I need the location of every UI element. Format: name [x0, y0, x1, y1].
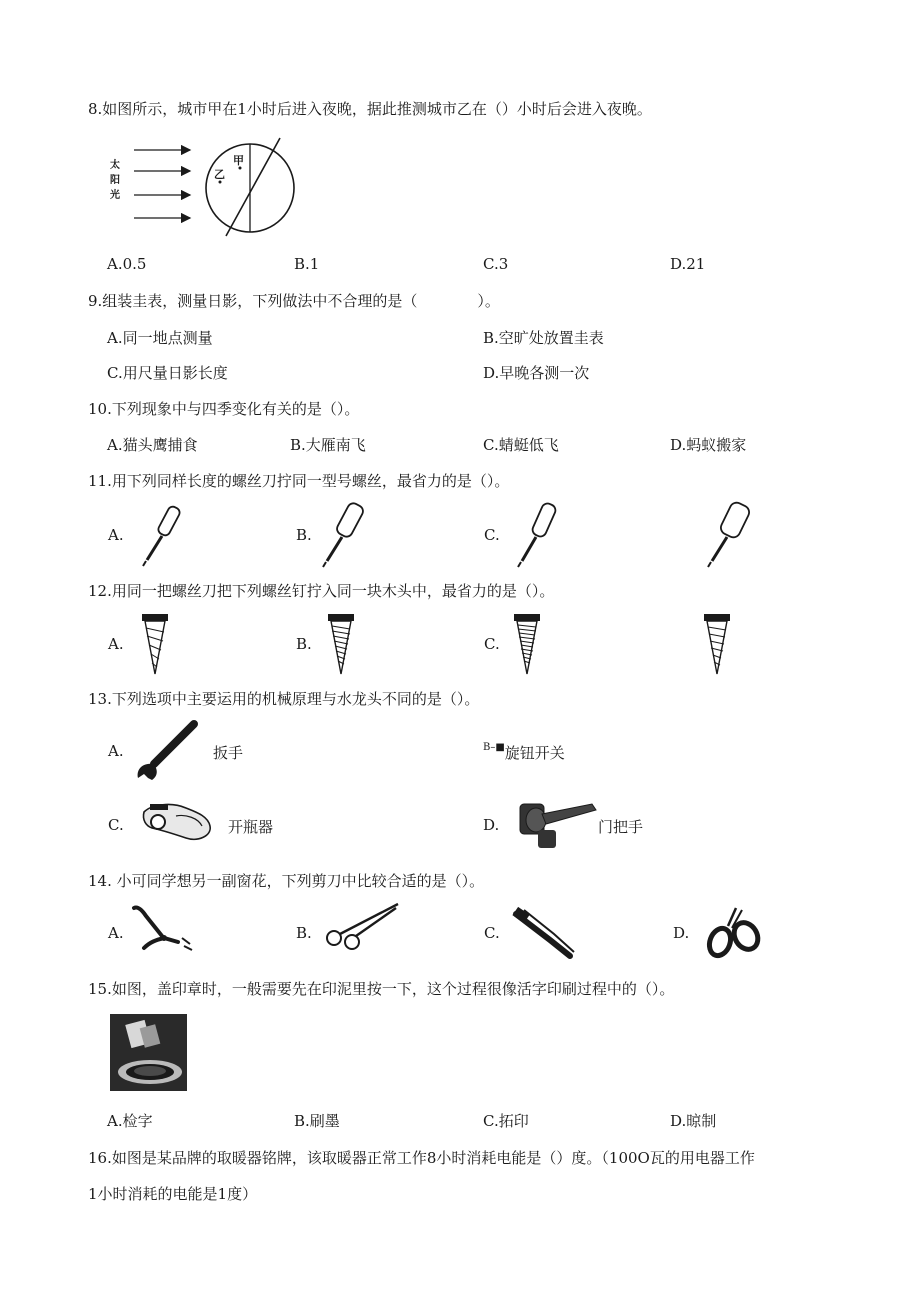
q13-option-b-letter: B–■	[483, 742, 505, 753]
wood-screw-icon[interactable]	[702, 614, 732, 676]
q15-option-d[interactable]: D.晾制	[670, 1112, 717, 1130]
q15-text: 15.如图，盖印章时，一般需要先在印泥里按一下，这个过程很像活字印刷过程中的（）。	[88, 980, 675, 998]
q13-text: 13.下列选项中主要运用的机械原理与水龙头不同的是（）。	[88, 690, 480, 708]
q14-text: 14. 小可同学想另一副窗花，下列剪刀中比较合适的是（）。	[88, 872, 485, 890]
q8-sun-label-1: 太	[110, 160, 120, 171]
q13-option-d-letter[interactable]: D.	[483, 816, 500, 834]
q12-text: 12.用同一把螺丝刀把下列螺丝钉拧入同一块木头中，最省力的是（）。	[88, 582, 555, 600]
q14-option-d[interactable]: D.	[673, 924, 690, 942]
q8-city-b-label: 乙	[214, 168, 225, 181]
door-handle-icon[interactable]	[518, 796, 600, 852]
q10-option-a[interactable]: A.猫头鹰捕食	[107, 436, 198, 454]
q13-option-b-label[interactable]	[483, 742, 565, 763]
q9-option-d[interactable]: D.早晚各测一次	[483, 364, 590, 382]
q14-option-b[interactable]: B.	[296, 924, 312, 942]
q13-option-d-name: 门把手	[598, 818, 644, 836]
q9-option-c[interactable]: C.用尺量日影长度	[107, 364, 228, 382]
q9-option-a[interactable]: A.同一地点测量	[107, 329, 213, 347]
q11-option-a[interactable]: A.	[108, 526, 124, 544]
wood-screw-icon[interactable]	[140, 614, 170, 676]
q11-option-b[interactable]: B.	[296, 526, 312, 544]
q11-option-c[interactable]: C.	[484, 526, 500, 544]
wrench-icon[interactable]	[132, 720, 202, 782]
paper-cut-scissors-icon[interactable]	[702, 904, 764, 962]
q16-text: 16.如图是某品牌的取暖器铭牌，该取暖器正常工作8小时消耗电能是（）度。（100O瓦的用电器工作	[88, 1149, 755, 1167]
q14-option-c[interactable]: C.	[484, 924, 500, 942]
q9-text: 9.组装圭表，测量日影，下列做法中不合理的是（ ）。	[88, 292, 500, 310]
q9-option-b[interactable]: B.空旷处放置圭表	[483, 329, 604, 347]
q8-option-b[interactable]: B.1	[294, 255, 320, 273]
q13-option-c-name: 开瓶器	[228, 818, 274, 836]
screwdriver-icon[interactable]	[512, 503, 562, 567]
wood-screw-icon[interactable]	[326, 614, 356, 676]
q13-option-c-letter[interactable]: C.	[108, 816, 124, 834]
q10-text: 10.下列现象中与四季变化有关的是（）。	[88, 400, 360, 418]
q11-text: 11.用下列同样长度的螺丝刀拧同一型号螺丝，最省力的是（）。	[88, 472, 510, 490]
q13-option-b-name: 旋钮开关	[504, 744, 565, 762]
q16-text-line2: 1小时消耗的电能是1度）	[88, 1185, 258, 1203]
q12-option-c[interactable]: C.	[484, 635, 500, 653]
q13-option-a-name: 扳手	[213, 744, 244, 762]
pliers-scissors-icon[interactable]	[130, 902, 200, 962]
stamp-ink-photo	[110, 1014, 187, 1091]
q12-option-a[interactable]: A.	[108, 635, 124, 653]
q8-option-c[interactable]: C.3	[483, 255, 509, 273]
q15-option-b[interactable]: B.刷墨	[294, 1112, 340, 1130]
q15-option-c[interactable]: C.拓印	[483, 1112, 529, 1130]
q8-sun-label-2: 阳	[110, 175, 120, 186]
yarn-snips-icon[interactable]	[510, 906, 580, 960]
q8-text: 8.如图所示，城市甲在1小时后进入夜晚，据此推测城市乙在（）小时后会进入夜晚。	[88, 100, 652, 118]
q15-option-a[interactable]: A.检字	[107, 1112, 153, 1130]
surgical-scissors-icon[interactable]	[322, 900, 402, 952]
wood-screw-icon[interactable]	[512, 614, 542, 676]
q8-sun-label-3: 光	[110, 190, 120, 201]
q8-option-d[interactable]: D.21	[670, 255, 706, 273]
screwdriver-icon[interactable]	[137, 506, 187, 566]
q8-city-a-label: 甲	[233, 154, 244, 167]
q12-option-b[interactable]: B.	[296, 635, 312, 653]
screwdriver-icon[interactable]	[318, 503, 368, 567]
q8-option-a[interactable]: A.0.5	[107, 255, 147, 273]
q10-option-c[interactable]: C.蜻蜓低飞	[483, 436, 559, 454]
q10-option-b[interactable]: B.大雁南飞	[290, 436, 366, 454]
q13-option-a-letter[interactable]: A.	[108, 742, 124, 760]
screwdriver-icon[interactable]	[702, 503, 754, 567]
q14-option-a[interactable]: A.	[108, 924, 124, 942]
q10-option-d[interactable]: D.蚂蚁搬家	[670, 436, 747, 454]
bottle-opener-icon[interactable]	[142, 800, 214, 846]
q8-sunlight-diagram	[128, 138, 303, 238]
